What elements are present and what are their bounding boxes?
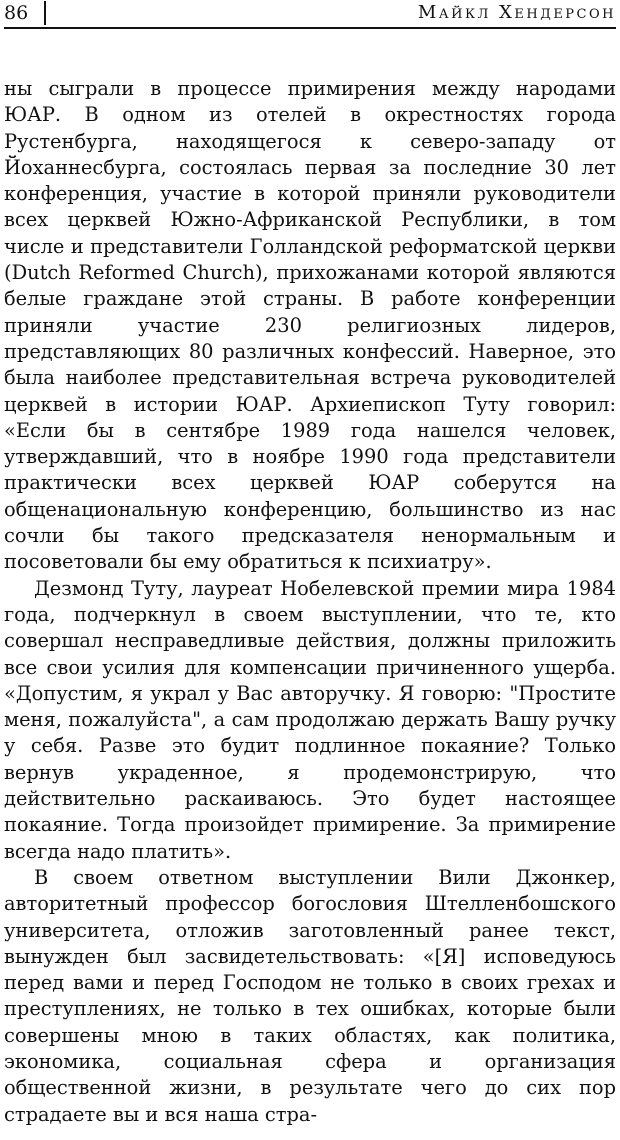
paragraph: В своем ответном выступлении Вили Джонкер, авторитетный профессор богословия Штелленбошского университета, отложив заготовленный ранее текст, вынужден был засвидетельствовать: «[Я] исповедуюсь перед вами и перед Господом не только в своих грехах и преступлениях, не только в тех ошибках, которые были совершены мною в таких областях, как политика, экономика, социальная сфера и организация общественной жизни, в результате чего до сих пор страдаете вы и вся наша стра- — [4, 865, 616, 1126]
page-header — [4, 0, 616, 32]
running-head: Майкл Хендерсон — [417, 2, 616, 23]
header-vertical-rule — [44, 1, 46, 25]
page-number: 86 — [4, 2, 29, 24]
body-text — [4, 76, 616, 1128]
paragraph: Дезмонд Туту, лауреат Нобелевской премии мира 1984 года, подчеркнул в своем выступлении, что те, кто совершал несправедливые действия, должны приложить все свои усилия для компенсации причиненного ущерба. «Допустим, я украл у Вас авторучку. Я говорю: "Простите меня, пожалуйста", а сам продолжаю держать Вашу ручку у себя. Разве это будит подлинное покаяние? Только вернув украденное, я продемонстрирую, что действительно раскаиваюсь. Это будет настоящее покаяние. Тогда произойдет примирение. За примирение всегда надо платить». — [4, 576, 616, 863]
paragraph-continued: ны сыграли в процессе примирения между народами ЮАР. В одном из отелей в окрестностях города Рустенбурга, находящегося к северо-западу от Йоханнесбурга, состоялась первая за последние 30 лет конференция, участие в которой приняли руководители всех церквей Южно-Африканской Республики, в том числе и представители Голландской реформатской церкви (Dutch Reformed Church), прихожанами которой являются белые граждане этой страны. В работе конференции приняли участие 230 религиозных лидеров, представляющих 80 различных конфессий. Наверное, это была наиболее представительная встреча руководителей церквей в истории ЮАР. Архиепископ Туту говорил: «Если бы в сентябре 1989 года нашелся человек, утверждавший, что в ноябре 1990 года представители практически всех церквей ЮАР соберутся на общенациональную конференцию, большинство из нас сочли бы такого предсказателя ненормальным и посоветовали бы ему обратиться к психиатру». — [4, 77, 616, 574]
header-horizontal-rule — [4, 27, 616, 29]
